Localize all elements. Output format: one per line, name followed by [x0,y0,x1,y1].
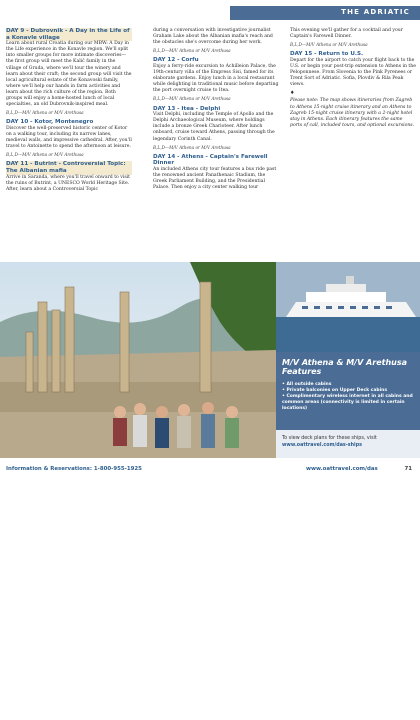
deck-plans-link[interactable]: www.oattravel.com/das-ships [282,443,362,448]
deck-plans-text: To view deck plans for these ships, visit [282,436,377,441]
day-10-text: Discover the well-preserved historic center of Kotor on a walking tour, including its narrow lanes, medieval walls, and impressive cathedral. After, you'll travel to Antoinette to spend the afternoon at leisure. [6,125,132,150]
page-number: 71 [404,466,412,472]
reservations-phone: Information & Reservations: 1-800-955-1925 [6,466,142,472]
day-11-heading: DAY 11 - Butrint - Controversial Topic: The Albanian mafia [6,161,132,174]
day-12-heading: DAY 12 - Corfu [153,57,199,64]
page-footer [0,460,420,480]
day-14-meals: B,L,D—M/V Athena or M/V Arethusa [290,42,368,48]
day-14-heading: DAY 14 - Athens - Captain's Farewell Dinner [153,153,268,167]
page-title: THE ADRIATIC [341,8,410,16]
day-12-meals: B,L,D—M/V Athena or M/V Arethusa [153,96,231,102]
day-9-heading: DAY 9 - Dubrovnik - A Day in the Life of a Konavle village [6,28,132,41]
itinerary-column-2 [153,28,279,193]
ship-features-title: M/V Athena & M/V Arethusa Features [282,358,407,376]
ship-feature-item: • Complimentary wireless internet in all cabins and common areas (connectivity is limited in certain locations) [282,394,414,412]
ship-photo [276,262,420,352]
ship-features-panel [276,352,420,430]
day-9-meals: B,L,D—M/V Athena or M/V Arethusa [6,110,84,116]
day-10-heading: DAY 10 - Kotor, Montenegro [6,119,94,126]
deck-plans-box [276,430,420,458]
ship-feature-item: • All outside cabins [282,382,414,388]
day-11-continued: during a conversation with investigative journalist Graham Lake about the Albanian mafia's reach and the obstacles she's overcome during her work. [153,28,273,46]
day-15-text: Depart for the airport to catch your flight back to the U.S. or begin your post-trip extension to Athens in the Peloponnese. From Slovenia to the Pink Pyrenees or Trent Sort of Adriatic. Sofia, Plovdiv & Rila Peak views. [290,57,416,88]
ship-features-list [282,382,414,412]
itinerary-note: Please note: The map shows itineraries from Zagreb to Athens 15-night cruise itinerary and an Athens to Zagreb 15-night cruise itinerary with a 2-night hotel stay in Athens. Each itinerary features the same ports of call, included tours, and optional excursions. [290,98,415,128]
day-14-continued: This evening we'll gather for a cocktail and your Captain's Farewell Dinner. [290,28,403,40]
cruise-ship-illustration [276,262,420,352]
day-9-text: Learn about rural Croatia during our MBW: A Day in the Life experience in the Konavle region. We'll split into smaller groups for more intimate discoveries—the first group will meet the Kalić family in the village of Gruda, where we'll tour the winery and learn about their craft; the second group will visit the local agricultural estate of the Konavoski family, where we'll help our hands in farm activities and learn about the rich culture of the region. Both groups will enjoy a home-hosted lunch of local specialties, an old Dubrovnik-inspired meal. [6,41,132,108]
day-15-heading: DAY 15 - Return to U.S. [290,51,364,58]
day-13-text: Visit Delphi, including the Temple of Apollo and the Delphi Archaeological Museum, where holdings include a bronze Greek Charioteer. After lunch onboard, cruise toward Athens, passing through the legendary Corinth Canal. [153,112,275,142]
day-13-heading: DAY 13 - Itea - Delphi [153,105,221,112]
itinerary-column-1 [6,28,132,195]
itinerary-column-3 [290,28,416,131]
footer-website-link[interactable]: www.oattravel.com/das [306,466,378,472]
day-11-text: Arrive in Saranda, where you'll travel onward to visit the ruins of Butrint, a UNESCO World Heritage Site. After, learn about a Controversial Topic [6,174,131,192]
day-10-meals: B,L,D—M/V Athena or M/V Arethusa [6,152,84,158]
ship-feature-item: • Private balconies on Upper Deck cabins [282,388,414,394]
day-13-meals: B,L,D—M/V Athena or M/V Arethusa [153,144,231,150]
day-14-text: An included Athens city tour features a bus ride past the renowned ancient Panathenaic Stadium, the Greek Parliament Building, and the Presidential Palace. Then enjoy a city center walking tour [153,166,277,191]
delphi-ruins-illustration [0,262,276,458]
photo-caption: Discover the ruins of Delphi, Greece on Day 13. [162,710,273,720]
day-12-text: Enjoy a ferry-ride excursion to Achilleion Palace, the 19th-century villa of the Empress Sisi, famed for its elaborate gardens. Enjoy lunch in a local restaurant while delighting in traditional music before departing the port overnight cruise to Itea. [153,63,279,94]
day-11-meals: B,L,D—M/V Athena or M/V Arethusa [153,48,231,54]
diamond-marker-icon: ♦ [290,90,295,97]
page-header [0,0,420,22]
